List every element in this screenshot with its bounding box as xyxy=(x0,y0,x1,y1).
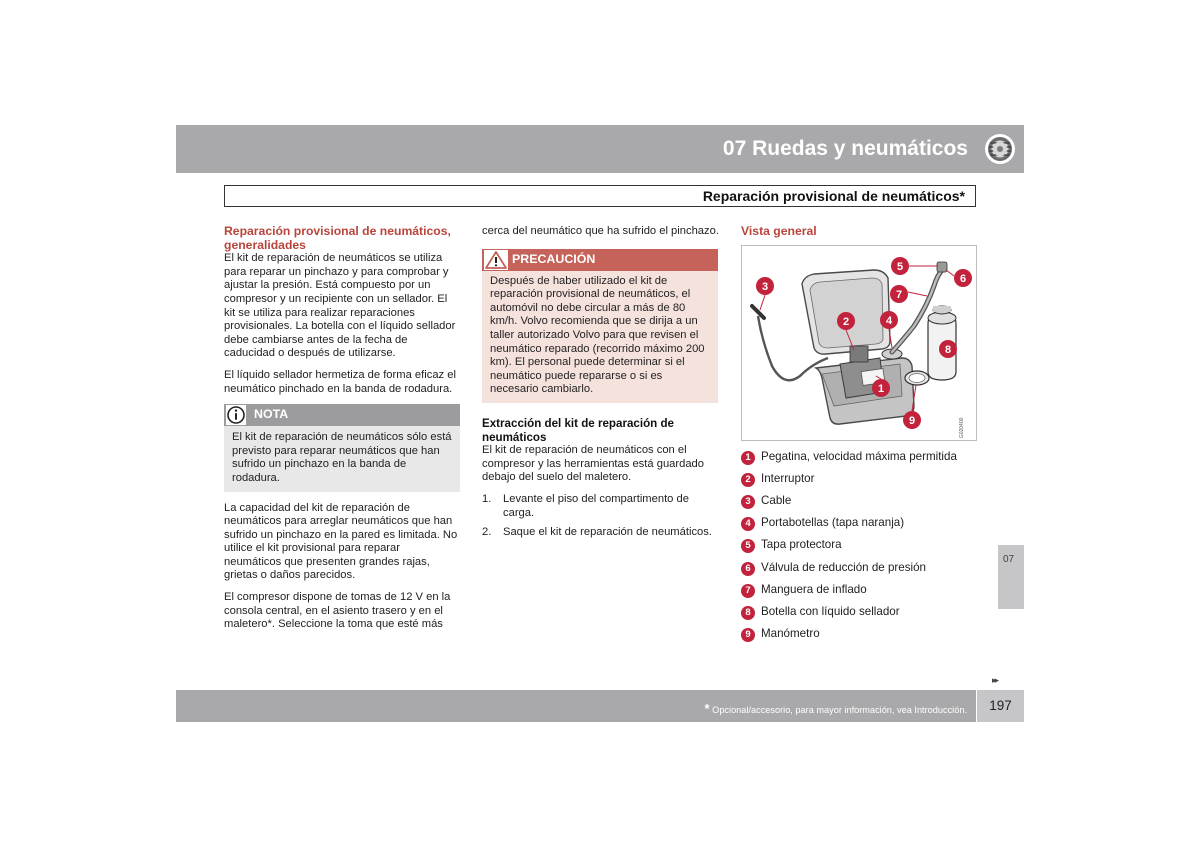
legend-number: 3 xyxy=(741,495,755,509)
col2-paragraph-1: El kit de reparación de neumáticos con el compresor y las herramientas está guardado debajo del suelo del maletero. xyxy=(482,444,704,484)
note-label: NOTA xyxy=(254,407,289,422)
list-item xyxy=(482,493,720,520)
col1-paragraph-4: El compresor dispone de tomas de 12 V en la consola central, en el asiento trasero y en el maletero*. Seleccione la toma que esté más xyxy=(224,591,451,631)
footer-note xyxy=(705,701,967,716)
legend-item xyxy=(741,561,981,583)
legend-text: Pegatina, velocidad máxima permitida xyxy=(761,449,957,463)
svg-text:4: 4 xyxy=(885,314,893,327)
legend-item xyxy=(741,516,981,538)
legend-text: Botella con líquido sellador xyxy=(761,604,900,618)
step-number: 2. xyxy=(482,526,492,539)
list-item xyxy=(482,526,720,540)
svg-text:1: 1 xyxy=(877,382,885,395)
chapter-title: 07 Ruedas y neumáticos xyxy=(722,137,968,160)
legend-item xyxy=(741,472,981,494)
warning-header xyxy=(482,249,718,271)
continue-arrows-icon: ▸▸ xyxy=(992,675,998,685)
legend-number: 8 xyxy=(741,606,755,620)
footer-star: * xyxy=(704,701,710,716)
col2-heading: Extracción del kit de reparación de neumáticos xyxy=(482,416,675,444)
step-text: Levante el piso del compartimento de carga. xyxy=(503,492,689,519)
page-number: 197 xyxy=(977,690,1024,722)
warning-label: PRECAUCIÓN xyxy=(512,251,596,266)
warning-text: Después de haber utilizado el kit de reparación provisional de neumáticos, el automóvil no debe circular a más de 80 km/h. Volvo recomienda que se dirija a un taller autorizado Volvo para que revisen el neumático reparado (recorrido máximo 200 km). El personal puede determinar si el neumático puede repararse o si es necesario cambiarlo. xyxy=(490,274,705,396)
svg-text:5: 5 xyxy=(896,260,904,273)
column-3 xyxy=(741,225,981,649)
legend-item xyxy=(741,627,981,649)
footer-bar xyxy=(176,690,976,722)
col1-paragraph-3: La capacidad del kit de reparación de neumáticos para arreglar neumáticos que han sufrido un pinchazo en la pared es limitada. No utilice el kit provisional para reparar neumáticos que presenten grandes rajas, grietas o daños parecidos. xyxy=(224,501,458,582)
svg-text:2: 2 xyxy=(842,315,850,328)
col3-heading: Vista general xyxy=(741,224,817,238)
column-1 xyxy=(224,225,460,640)
warning-icon xyxy=(484,250,508,270)
legend-text: Manómetro xyxy=(761,627,820,641)
svg-text:9: 9 xyxy=(908,414,916,427)
legend-text: Tapa protectora xyxy=(761,538,842,552)
tyre-icon xyxy=(984,133,1016,165)
legend-number: 7 xyxy=(741,584,755,598)
chapter-side-tab xyxy=(998,545,1024,609)
col1-paragraph-2: El líquido sellador hermetiza de forma eficaz el neumático pinchado en la banda de rodadura. xyxy=(224,368,456,395)
legend-item xyxy=(741,538,981,560)
svg-text:6: 6 xyxy=(959,272,967,285)
footer-note-text: Opcional/accesorio, para mayor información, vea Introducción. xyxy=(712,705,967,715)
warning-box xyxy=(482,249,718,403)
step-text: Saque el kit de reparación de neumáticos. xyxy=(503,526,712,539)
step-number: 1. xyxy=(482,492,492,505)
col2-paragraph-continued: cerca del neumático que ha sufrido el pinchazo. xyxy=(482,225,719,237)
note-header xyxy=(224,404,460,426)
note-text: El kit de reparación de neumáticos sólo está previsto para reparar neumáticos que han sufrido un pinchazo en la banda de rodadura. xyxy=(232,431,452,484)
legend-item xyxy=(741,583,981,605)
legend-text: Portabotellas (tapa naranja) xyxy=(761,516,905,530)
legend-text: Válvula de reducción de presión xyxy=(761,560,926,574)
repair-kit-illustration xyxy=(741,245,977,441)
steps-list xyxy=(482,493,720,540)
legend-text: Manguera de inflado xyxy=(761,582,867,596)
legend-number: 2 xyxy=(741,473,755,487)
legend-item xyxy=(741,450,981,472)
legend-number: 6 xyxy=(741,562,755,576)
chapter-header-bar xyxy=(176,125,1024,173)
repair-kit-drawing xyxy=(742,246,978,442)
svg-text:7: 7 xyxy=(895,288,903,301)
legend-item xyxy=(741,605,981,627)
legend-number: 9 xyxy=(741,628,755,642)
section-title: Reparación provisional de neumáticos* xyxy=(702,188,965,204)
col1-paragraph-1: El kit de reparación de neumáticos se utiliza para reparar un pinchazo y para comprobar y ajustar la presión. Está compuesto por un compresor y un recipiente con un sellador. El kit se utiliza para realizar reparaciones provisionales. La botella con el líquido sellador debe cambiarse antes de la fecha de caducidad o después de utilizarse. xyxy=(224,252,456,360)
svg-text:8: 8 xyxy=(944,343,952,356)
legend-text: Cable xyxy=(761,493,792,507)
legend-item xyxy=(741,494,981,516)
legend-number: 1 xyxy=(741,451,755,465)
column-2 xyxy=(482,225,720,546)
info-icon xyxy=(226,405,246,425)
legend-number: 5 xyxy=(741,539,755,553)
legend-text: Interruptor xyxy=(761,471,815,485)
figure-legend xyxy=(741,450,981,650)
col1-heading: Reparación provisional de neumáticos, generalidades xyxy=(224,224,451,252)
note-box xyxy=(224,404,460,491)
figure-code: G020400 xyxy=(959,417,966,439)
svg-text:3: 3 xyxy=(761,280,769,293)
chapter-tab-label: 07 xyxy=(1003,554,1015,565)
section-header xyxy=(224,185,976,207)
legend-number: 4 xyxy=(741,517,755,531)
